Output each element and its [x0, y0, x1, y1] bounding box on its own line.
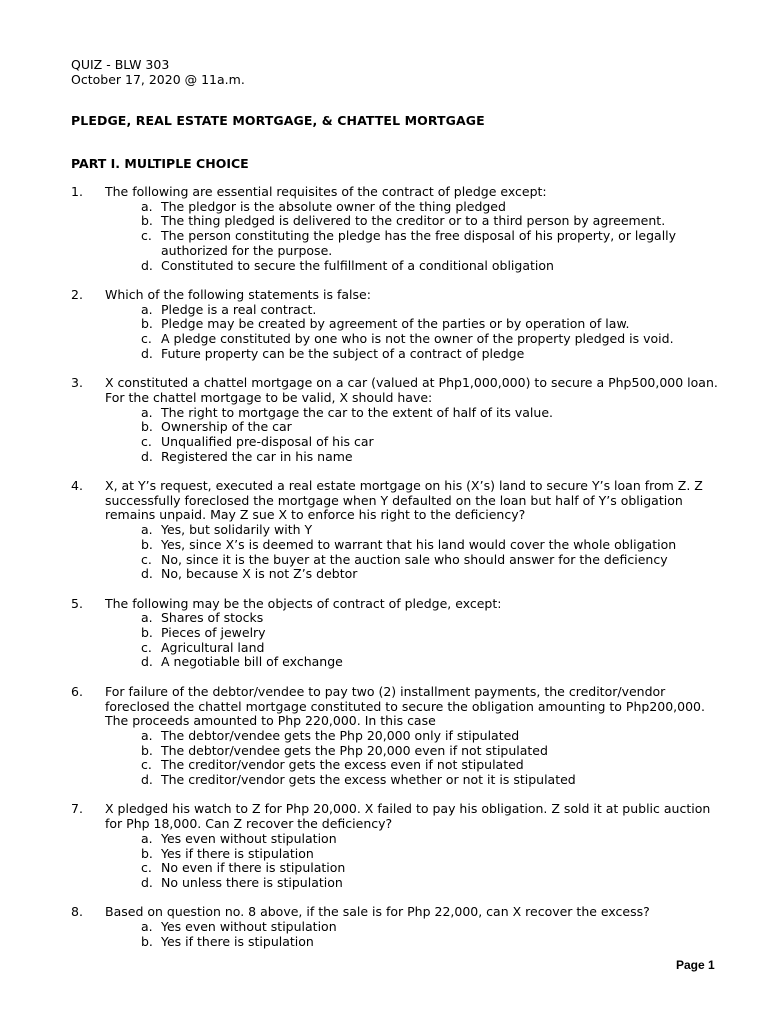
- choice-letter: a.: [141, 830, 153, 846]
- choice-text: Pieces of jewelry: [161, 625, 266, 641]
- choice-letter: d.: [141, 566, 153, 582]
- question-number: 7.: [71, 801, 83, 817]
- question-item: [71, 597, 731, 671]
- choice-text: No unless there is stipulation: [161, 874, 343, 890]
- document-header: [71, 57, 245, 87]
- choice-text: Registered the car in his name: [161, 448, 353, 464]
- question-number: 3.: [71, 375, 83, 391]
- answer-choice: [105, 744, 731, 759]
- question-number: 1.: [71, 184, 83, 199]
- choice-text: The thing pledged is delivered to the creditor or to a third person by agreement.: [161, 213, 666, 229]
- choice-letter: c.: [141, 551, 152, 567]
- question-body: [105, 288, 731, 362]
- choice-letter: b.: [141, 625, 153, 641]
- answer-choice: [105, 773, 731, 788]
- answer-choice: [105, 347, 731, 362]
- document-title: PLEDGE, REAL ESTATE MORTGAGE, & CHATTEL MORTGAGE: [71, 113, 485, 128]
- choice-text: The pledgor is the absolute owner of the thing pledged: [161, 198, 506, 214]
- choice-text: The creditor/vendor gets the excess whether or not it is stipulated: [161, 772, 576, 788]
- choice-letter: d.: [141, 448, 153, 464]
- answer-choice: [105, 303, 731, 318]
- choice-letter: a.: [141, 610, 153, 626]
- answer-choice: [105, 214, 731, 229]
- choice-letter: a.: [141, 727, 153, 743]
- answer-choice: [105, 655, 731, 670]
- choice-text: Pledge may be created by agreement of the parties or by operation of law.: [161, 316, 630, 332]
- choice-letter: a.: [141, 198, 153, 214]
- answer-choice: [105, 611, 731, 626]
- quiz-date: October 17, 2020 @ 11a.m.: [71, 72, 245, 87]
- choice-letter: d.: [141, 874, 153, 890]
- question-item: [71, 685, 731, 788]
- choice-list: [105, 832, 731, 891]
- answer-choice: [105, 729, 731, 744]
- choice-text: Yes if there is stipulation: [161, 845, 314, 861]
- choice-text: Yes even without stipulation: [161, 919, 337, 935]
- choice-list: [105, 200, 731, 274]
- question-body: [105, 802, 731, 890]
- choice-text: Ownership of the car: [161, 419, 292, 435]
- question-body: [105, 597, 731, 671]
- choice-letter: a.: [141, 301, 153, 317]
- question-text: X, at Y’s request, executed a real estate mortgage on his (X’s) land to secure Y’s loan from Z. Z successfully foreclosed the mortgage when Y defaulted on the loan but half of Y’s obligation remains unpaid. May Z sue X to enforce his right to the deficiency?: [105, 478, 703, 523]
- choice-text: Yes if there is stipulation: [161, 933, 314, 949]
- question-text: X pledged his watch to Z for Php 20,000. X failed to pay his obligation. Z sold it at public auction for Php 18,000. Can Z recover the deficiency?: [105, 801, 711, 832]
- answer-choice: [105, 406, 731, 421]
- question-text: X constituted a chattel mortgage on a car (valued at Php1,000,000) to secure a Php500,000 loan. For the chattel mortgage to be valid, X should have:: [105, 375, 718, 405]
- choice-letter: d.: [141, 654, 153, 670]
- choice-letter: b.: [141, 933, 153, 949]
- answer-choice: [105, 332, 731, 347]
- choice-text: Unqualified pre-disposal of his car: [161, 433, 374, 449]
- question-text: The following are essential requisites of the contract of pledge except:: [105, 184, 547, 199]
- choice-text: Constituted to secure the fulfillment of a conditional obligation: [161, 257, 554, 273]
- choice-letter: b.: [141, 213, 153, 229]
- choice-letter: a.: [141, 522, 153, 538]
- choice-list: [105, 920, 731, 949]
- question-body: [105, 185, 731, 273]
- answer-choice: [105, 920, 731, 935]
- choice-text: No, because X is not Z’s debtor: [161, 566, 358, 582]
- choice-text: The debtor/vendee gets the Php 20,000 even if not stipulated: [161, 742, 548, 758]
- part-title: PART I. MULTIPLE CHOICE: [71, 156, 249, 171]
- choice-text: A negotiable bill of exchange: [161, 654, 343, 670]
- answer-choice: [105, 259, 731, 274]
- choice-letter: b.: [141, 845, 153, 861]
- quiz-title: QUIZ - BLW 303: [71, 57, 170, 72]
- choice-text: Yes, since X’s is deemed to warrant that his land would cover the whole obligation: [161, 536, 677, 552]
- question-item: [71, 905, 731, 949]
- question-text: The following may be the objects of contract of pledge, except:: [105, 595, 502, 611]
- choice-letter: c.: [141, 757, 152, 773]
- question-body: [105, 376, 731, 464]
- choice-letter: b.: [141, 742, 153, 758]
- choice-letter: b.: [141, 419, 153, 435]
- question-number: 6.: [71, 683, 83, 699]
- question-body: [105, 685, 731, 788]
- question-item: [71, 479, 731, 582]
- choice-list: [105, 611, 731, 670]
- choice-text: The right to mortgage the car to the extent of half of its value.: [161, 404, 553, 420]
- answer-choice: [105, 229, 731, 258]
- choice-text: Yes, but solidarily with Y: [161, 522, 313, 538]
- choice-list: [105, 523, 731, 582]
- answer-choice: [105, 553, 731, 568]
- answer-choice: [105, 450, 731, 465]
- choice-letter: c.: [141, 860, 152, 876]
- question-number: 5.: [71, 595, 83, 611]
- choice-text: The creditor/vendor gets the excess even if not stipulated: [161, 757, 524, 773]
- choice-letter: a.: [141, 404, 153, 420]
- answer-choice: [105, 847, 731, 862]
- answer-choice: [105, 626, 731, 641]
- answer-choice: [105, 200, 731, 215]
- question-list: [71, 185, 731, 964]
- page-number: Page 1: [676, 958, 715, 972]
- choice-text: Agricultural land: [161, 639, 265, 655]
- answer-choice: [105, 538, 731, 553]
- choice-text: Future property can be the subject of a contract of pledge: [161, 345, 525, 361]
- choice-letter: c.: [141, 228, 152, 244]
- question-text: Which of the following statements is false:: [105, 286, 371, 302]
- question-body: [105, 905, 731, 949]
- choice-letter: b.: [141, 536, 153, 552]
- choice-text: Yes even without stipulation: [161, 830, 337, 846]
- question-text: Based on question no. 8 above, if the sale is for Php 22,000, can X recover the excess?: [105, 904, 650, 920]
- choice-list: [105, 303, 731, 362]
- question-body: [105, 479, 731, 582]
- choice-letter: a.: [141, 919, 153, 935]
- question-number: 2.: [71, 286, 83, 302]
- choice-text: No, since it is the buyer at the auction sale who should answer for the deficiency: [161, 551, 668, 567]
- choice-letter: d.: [141, 345, 153, 361]
- choice-text: Pledge is a real contract.: [161, 301, 317, 317]
- choice-letter: c.: [141, 331, 152, 347]
- question-item: [71, 288, 731, 362]
- answer-choice: [105, 420, 731, 435]
- choice-letter: c.: [141, 639, 152, 655]
- choice-list: [105, 729, 731, 788]
- question-item: [71, 376, 731, 464]
- choice-text: A pledge constituted by one who is not the owner of the property pledged is void.: [161, 331, 674, 347]
- choice-text: The person constituting the pledge has the free disposal of his property, or legally authorized for the purpose.: [161, 228, 677, 258]
- choice-letter: d.: [141, 772, 153, 788]
- choice-text: The debtor/vendee gets the Php 20,000 only if stipulated: [161, 727, 520, 743]
- answer-choice: [105, 876, 731, 891]
- question-item: [71, 185, 731, 273]
- question-number: 4.: [71, 478, 83, 494]
- answer-choice: [105, 435, 731, 450]
- question-number: 8.: [71, 904, 83, 920]
- answer-choice: [105, 832, 731, 847]
- question-text: For failure of the debtor/vendee to pay two (2) installment payments, the creditor/vendor foreclosed the chattel mortgage constituted to secure the obligation amounting to Php200,000. The proceeds amounted to Php 220,000. In this case: [105, 683, 705, 729]
- choice-list: [105, 406, 731, 465]
- choice-letter: c.: [141, 433, 152, 449]
- choice-letter: d.: [141, 257, 153, 273]
- answer-choice: [105, 758, 731, 773]
- answer-choice: [105, 523, 731, 538]
- choice-text: No even if there is stipulation: [161, 860, 346, 876]
- answer-choice: [105, 317, 731, 332]
- answer-choice: [105, 935, 731, 950]
- answer-choice: [105, 641, 731, 656]
- answer-choice: [105, 861, 731, 876]
- choice-letter: b.: [141, 316, 153, 332]
- answer-choice: [105, 567, 731, 582]
- choice-text: Shares of stocks: [161, 610, 264, 626]
- question-item: [71, 802, 731, 890]
